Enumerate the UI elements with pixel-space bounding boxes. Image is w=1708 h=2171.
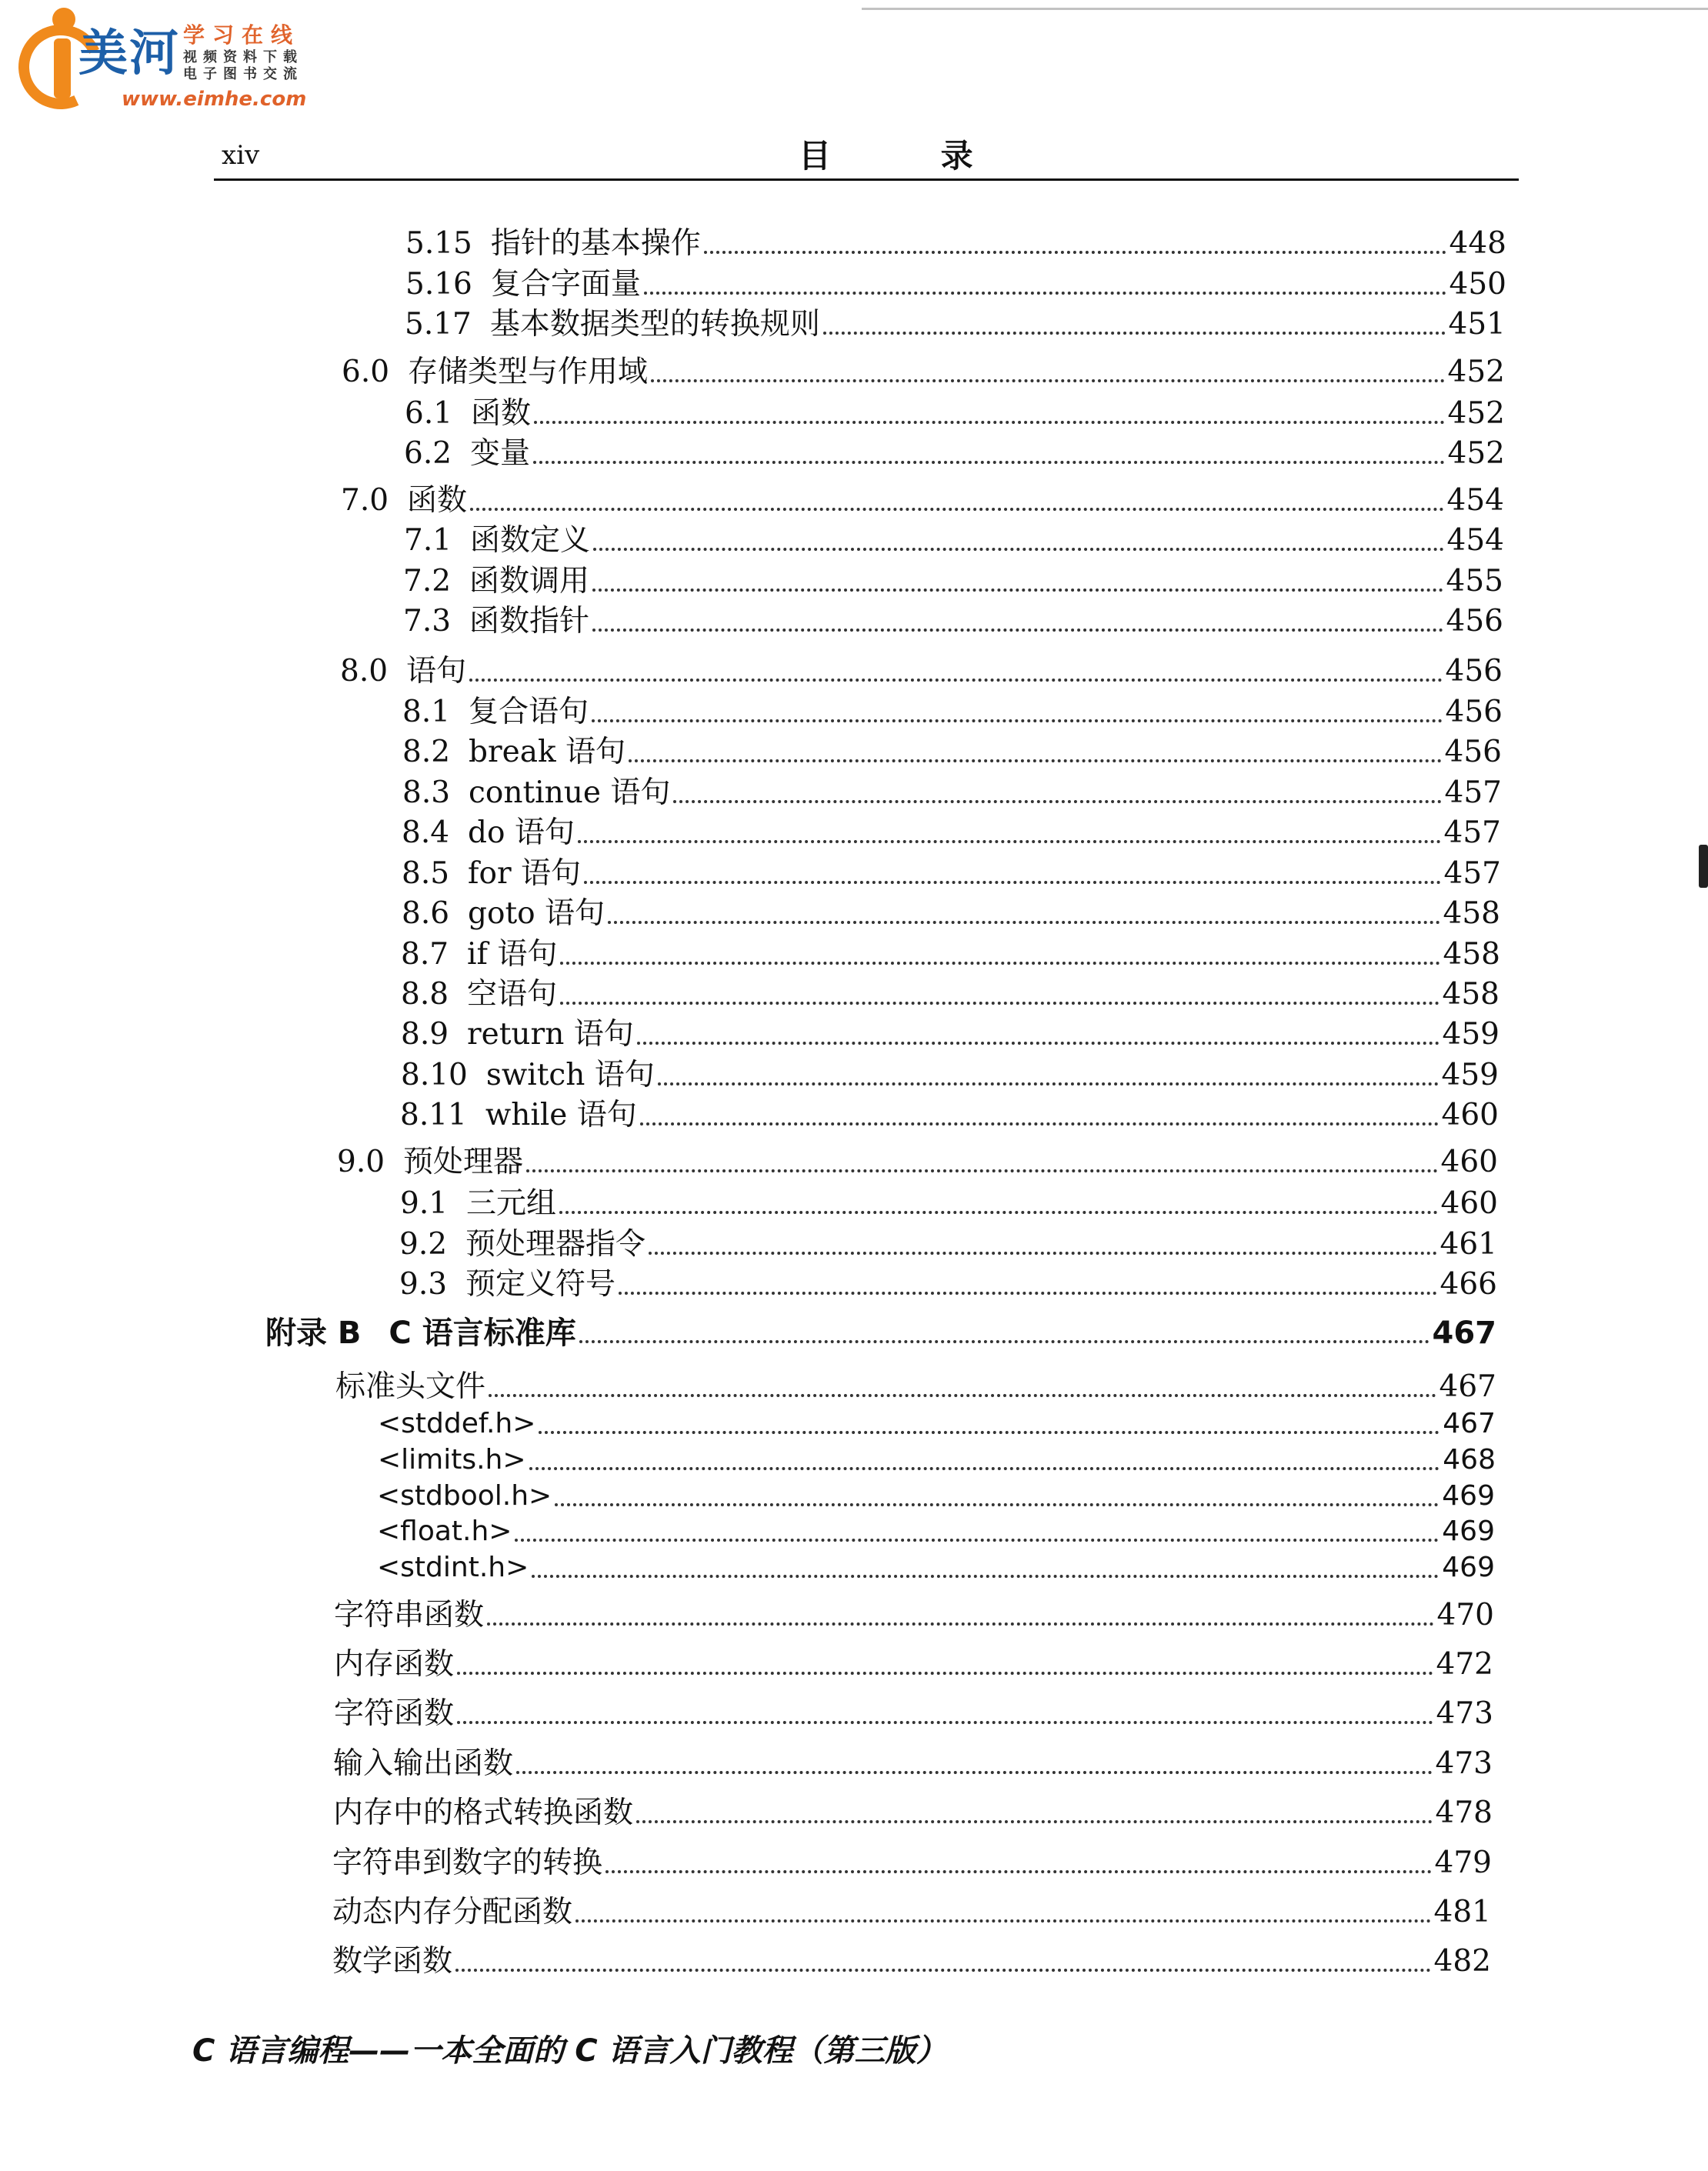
toc-entry [405,395,1505,433]
toc-entry [332,1844,1492,1883]
toc-entry [402,733,1502,772]
toc-dot-leader [593,547,1444,551]
toc-entry [333,1794,1493,1833]
toc-entry-page: 458 [1442,977,1500,1012]
toc-entry-page: 460 [1440,1186,1498,1221]
toc-entry-page: 450 [1449,267,1506,302]
toc-entry-page: 455 [1446,564,1503,599]
toc-entry-title: break 语句 [469,735,626,769]
toc-entry-number: 6.2 [404,436,452,471]
toc-dot-leader [651,379,1445,382]
toc-entry [402,814,1501,852]
toc-entry-number: 7.3 [403,604,452,639]
toc-dot-leader [489,1393,1436,1397]
toc-entry-title: 字符串函数 [334,1598,485,1632]
toc-entry-page: 460 [1440,1145,1498,1179]
toc-entry [400,1185,1498,1223]
toc-entry-title: 函数定义 [470,523,591,558]
toc-entry-page: 458 [1443,937,1500,972]
toc-dot-leader [470,507,1444,511]
toc-entry-page: 456 [1446,604,1503,639]
toc-entry-number: 5.15 [405,226,472,261]
toc-dot-leader [649,1251,1437,1255]
toc-entry-title: 三元组 [466,1186,557,1221]
toc-dot-leader [534,420,1445,424]
toc-entry-page: 473 [1435,1746,1493,1781]
toc-entry [402,855,1501,893]
toc-entry [405,265,1506,304]
toc-dot-leader [533,460,1445,464]
toc-dot-leader [516,1770,1433,1774]
toc-entry-page: 452 [1447,436,1505,471]
toc-entry-number: 6.0 [342,355,390,389]
watermark-sub2-text: 视频资料下载 [183,49,303,65]
toc-entry-page: 452 [1447,355,1505,389]
logo-stem-icon [54,38,71,98]
toc-entry-title: switch 语句 [485,1058,655,1092]
scan-smudge [1699,845,1708,888]
toc-entry-title: 函数 [407,483,468,518]
toc-entry [404,435,1505,473]
watermark-logo [8,8,315,115]
toc-entry-page: 479 [1434,1846,1492,1880]
toc-dot-leader [515,1538,1439,1542]
running-head [214,129,1519,181]
toc-entry-number: 7.1 [404,523,452,558]
toc-dot-leader [673,799,1441,803]
toc-dot-leader [539,1430,1439,1434]
toc-entry-page: 452 [1447,396,1505,431]
toc-entry-page: 456 [1445,695,1503,729]
toc-entry-page: 482 [1433,1944,1491,1979]
toc-entry-page: 472 [1436,1647,1493,1682]
toc-entry-number: 8.6 [402,896,450,931]
toc-entry [333,1745,1493,1783]
toc-entry [334,1596,1494,1635]
scan-top-edge [862,8,1708,10]
toc-entry-title: C 语言标准库 [389,1316,576,1351]
toc-entry-title: 函数指针 [469,604,590,639]
toc-entry-number: 9.0 [337,1145,385,1179]
toc-dot-leader [559,1210,1438,1214]
toc-entry-title: continue 语句 [469,775,671,810]
toc-entry [401,935,1500,974]
toc-entry [332,1943,1491,1981]
toc-entry-number: 9.3 [399,1267,448,1302]
toc-entry [405,225,1506,263]
toc-dot-leader [578,839,1441,843]
toc-entry-title: 基本数据类型的转换规则 [489,307,820,342]
toc-entry-page: 460 [1441,1098,1499,1132]
toc-entry [334,1646,1493,1684]
toc-dot-leader [526,1169,1438,1172]
toc-dot-leader [640,1122,1439,1126]
toc-dot-leader [605,1869,1432,1873]
toc-entry [378,1405,1496,1443]
toc-entry-page: 469 [1442,1480,1495,1512]
toc-entry [378,1441,1496,1479]
toc-dot-leader [658,1082,1439,1086]
toc-entry-page: 467 [1439,1369,1496,1404]
toc-entry-title: goto 语句 [468,896,605,931]
toc-dot-leader [644,291,1446,295]
toc-entry-page: 456 [1444,735,1502,769]
toc-entry-number: 8.2 [402,735,451,769]
toc-entry-page: 469 [1442,1516,1495,1547]
toc-entry-number: 9.1 [400,1186,449,1221]
toc-entry-page: 454 [1446,523,1504,558]
toc-dot-leader [560,1001,1439,1005]
toc-entry-number: 8.3 [402,775,451,810]
toc-dot-leader [532,1574,1439,1578]
toc-entry [377,1512,1495,1551]
toc-entry [340,652,1503,691]
toc-entry [401,1015,1500,1054]
toc-dot-leader [529,1466,1440,1470]
toc-entry-title: 函数 [471,396,532,431]
toc-entry-page: 454 [1446,483,1504,518]
toc-entry-page: 473 [1436,1696,1493,1731]
page-number: xiv [222,140,260,171]
toc-entry-page: 478 [1435,1796,1493,1830]
toc-entry [405,305,1506,344]
toc-entry-page: 458 [1443,896,1500,931]
watermark-sub1-text: 学习在线 [183,22,301,48]
toc-dot-leader [584,880,1441,884]
toc-entry-number: 8.10 [401,1058,468,1092]
toc-entry [399,1226,1497,1264]
toc-dot-leader [636,1819,1433,1823]
toc-entry-title: 标准头文件 [335,1369,486,1404]
toc-entry-title: <stdint.h> [377,1552,529,1583]
toc-dot-leader [592,588,1443,592]
toc-entry-title: 语句 [406,654,467,689]
toc-entry-number: 8.1 [402,695,451,729]
toc-entry [399,1266,1497,1304]
toc-entry-page: 451 [1448,307,1506,342]
toc-entry [402,895,1500,933]
toc-dot-leader [457,1671,1433,1675]
watermark-main-text: 美河 [78,25,180,82]
toc-entry [341,482,1504,520]
toc-entry-number: 7.0 [341,483,389,518]
toc-dot-leader [619,1291,1437,1295]
toc-entry-title: <stddef.h> [378,1408,536,1439]
toc-dot-leader [629,759,1442,762]
toc-entry [265,1314,1496,1352]
toc-dot-leader [579,1339,1429,1343]
toc-entry-title: 动态内存分配函数 [332,1895,573,1929]
toc-entry-number: 附录 B [265,1316,362,1351]
toc-entry-number: 7.2 [403,564,452,599]
toc-entry-title: 变量 [470,436,531,471]
toc-dot-leader [823,331,1446,335]
toc-entry-page: 467 [1432,1316,1496,1351]
toc-entry-number: 8.9 [401,1017,449,1052]
toc-dot-leader [555,1502,1439,1506]
toc-entry-page: 468 [1443,1444,1496,1476]
toc-entry-title: 预定义符号 [465,1267,616,1302]
toc-entry-title: 字符函数 [334,1696,455,1731]
toc-entry-number: 6.1 [405,396,453,431]
toc-dot-leader [637,1041,1439,1045]
toc-entry-page: 459 [1441,1058,1499,1092]
toc-entry [377,1477,1495,1516]
toc-entry [401,975,1500,1014]
toc-entry [400,1096,1499,1135]
toc-entry-page: 457 [1443,856,1501,891]
watermark-sub3-text: 电子图书交流 [183,66,303,82]
toc-dot-leader [592,628,1443,632]
toc-entry [337,1143,1498,1182]
toc-dot-leader [455,1968,1431,1972]
toc-entry-title: <stdbool.h> [377,1480,552,1512]
toc-entry-number: 5.17 [405,307,472,342]
toc-entry-title: 预处理器 [403,1145,524,1179]
toc-entry-title: <float.h> [377,1516,512,1547]
toc-dot-leader [575,1919,1431,1923]
toc-entry-title: if 语句 [467,937,558,972]
toc-entry [402,693,1503,732]
logo-dot-icon [52,8,75,31]
toc-entry-number: 8.0 [340,654,389,689]
toc-entry [342,353,1505,392]
toc-entry-number: 8.4 [402,815,450,850]
toc-entry-title: 复合语句 [469,695,589,729]
toc-entry-number: 8.7 [401,937,449,972]
toc-entry-number: 9.2 [399,1227,448,1262]
toc-entry-title: 预处理器指令 [465,1227,646,1262]
toc-entry-page: 461 [1439,1227,1497,1262]
toc-entry [334,1695,1493,1733]
toc-entry-page: 456 [1445,654,1503,689]
toc-entry-page: 467 [1443,1408,1496,1439]
toc-entry-title: 内存函数 [334,1647,455,1682]
toc-entry-title: 指针的基本操作 [490,226,701,261]
toc-entry-title: do 语句 [468,815,575,850]
toc-entry [377,1549,1495,1587]
toc-entry-title: while 语句 [485,1098,637,1132]
toc-dot-leader [592,719,1443,722]
toc-entry [404,522,1504,560]
toc-dot-leader [704,250,1446,254]
toc-dot-leader [560,961,1439,965]
toc-entry-page: 448 [1449,226,1506,261]
toc-entry-title: 复合字面量 [490,267,641,302]
toc-entry-title: 输入输出函数 [333,1746,514,1781]
toc-entry-number: 5.16 [405,267,472,302]
toc-entry-page: 469 [1442,1552,1495,1583]
toc-entry-page: 481 [1433,1895,1491,1929]
toc-entry [403,602,1503,641]
toc-entry-title: for 语句 [468,856,581,891]
toc-entry [332,1893,1491,1932]
toc-dot-leader [457,1720,1433,1724]
watermark-url-text: www.eimhe.com [122,88,307,111]
toc-entry-number: 8.11 [400,1098,467,1132]
toc-entry-page: 457 [1443,815,1501,850]
toc-entry-title: 空语句 [467,977,558,1012]
toc-entry-page: 470 [1436,1598,1494,1632]
page-title: 目 录 [799,137,1022,175]
toc-entry-number: 8.8 [401,977,449,1012]
toc-entry [335,1368,1496,1406]
toc-entry-number: 8.5 [402,856,450,891]
toc-entry-title: 字符串到数字的转换 [332,1846,603,1880]
book-title-footer: C 语言编程——一本全面的 C 语言入门教程（第三版） [192,2033,947,2069]
toc-entry [401,1056,1499,1095]
toc-entry-page: 457 [1444,775,1502,810]
toc-entry-title: 数学函数 [332,1944,453,1979]
toc-dot-leader [487,1622,1434,1626]
toc-entry [402,774,1502,812]
toc-dot-leader [469,678,1443,682]
toc-entry-page: 459 [1442,1017,1500,1052]
toc-entry [403,562,1503,601]
toc-entry-title: return 语句 [467,1017,634,1052]
toc-entry-title: <limits.h> [378,1444,526,1476]
toc-entry-page: 466 [1439,1267,1497,1302]
toc-entry-title: 存储类型与作用域 [408,355,649,389]
toc-dot-leader [608,920,1440,924]
toc-entry-title: 函数调用 [469,564,590,599]
toc-entry-title: 内存中的格式转换函数 [333,1796,634,1830]
